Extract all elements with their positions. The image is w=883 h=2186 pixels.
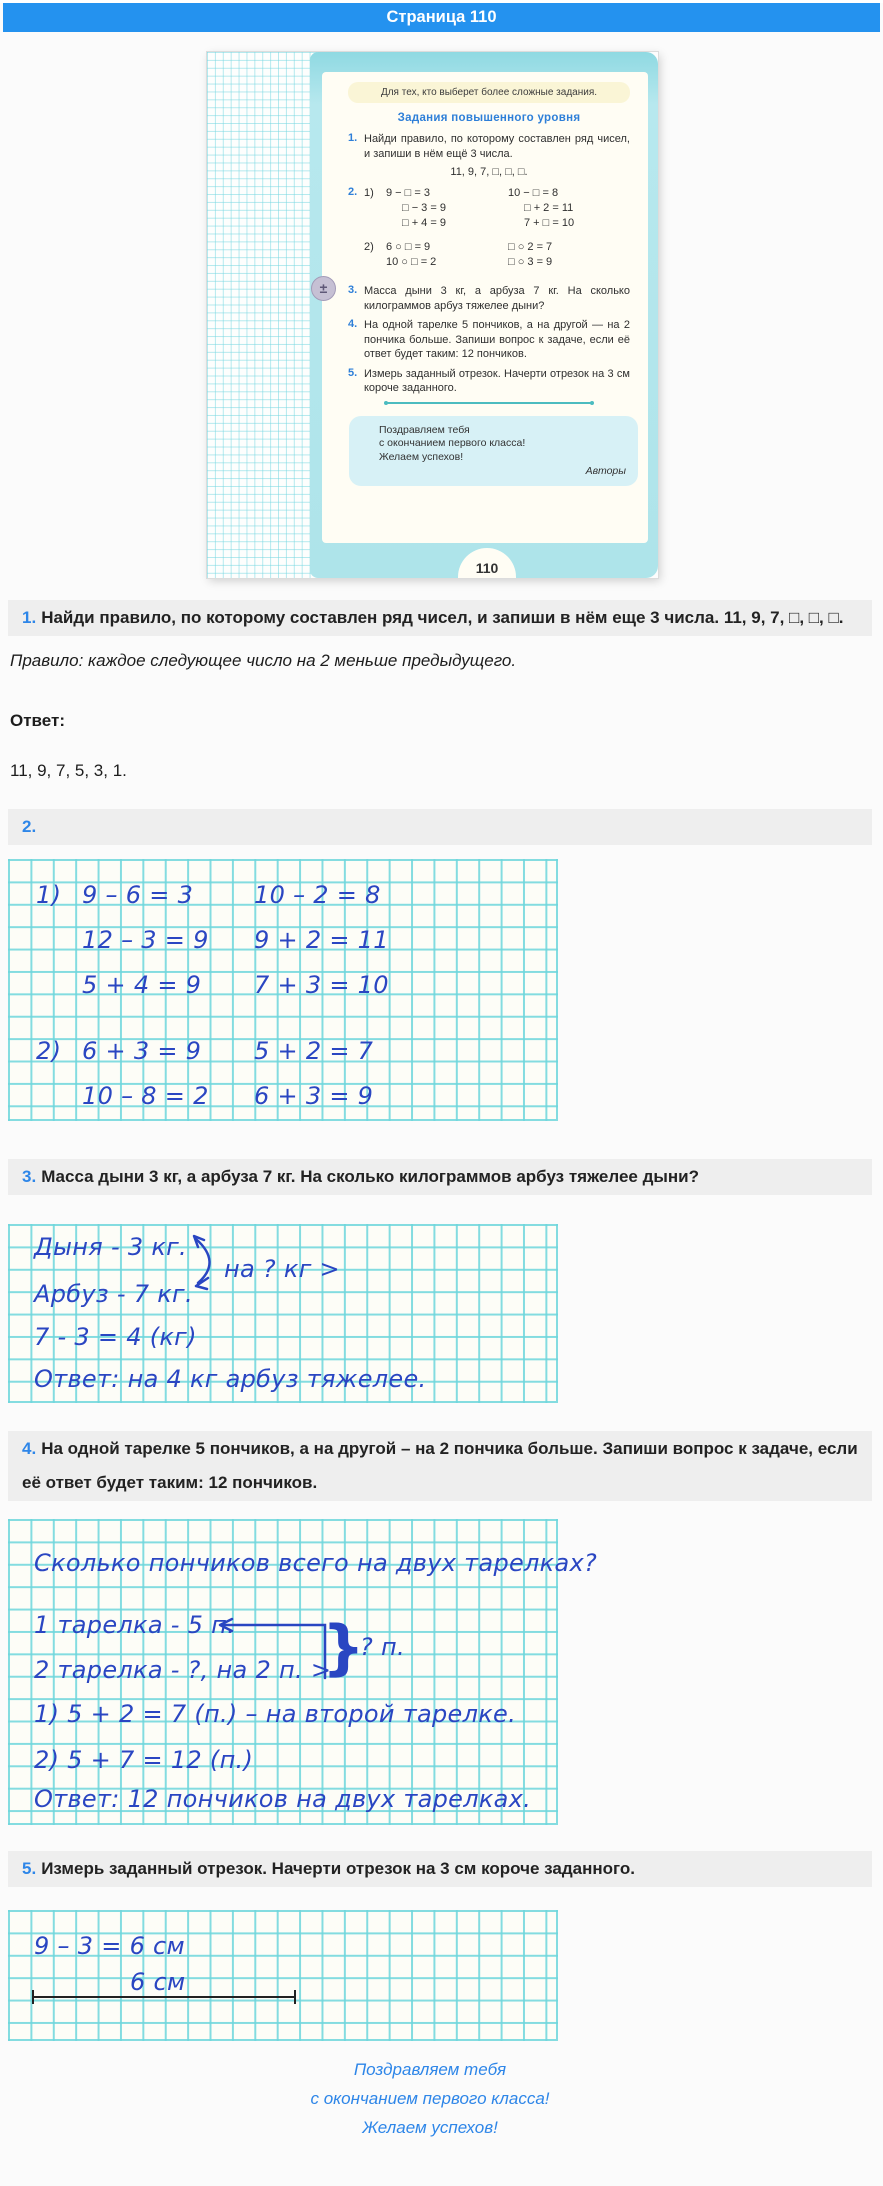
equation: 7 + 3 = 10 (254, 971, 389, 999)
equation: 6 + 3 = 9 (254, 1082, 374, 1110)
task-3-number: 3. (22, 1167, 37, 1186)
curly-brace: } (322, 1613, 365, 1683)
scan-cover (310, 52, 658, 578)
scan-eq: 10 − □ = 8 (508, 187, 559, 199)
step-line: 1) 5 + 2 = 7 (п.) – на второй тарелке. (34, 1700, 517, 1728)
equation: 5 + 4 = 9 (82, 971, 202, 999)
task-4-header (8, 1431, 872, 1501)
scan-eq: 10 ○ □ = 2 (386, 256, 437, 268)
answer-line: Ответ: на 4 кг арбуз тяжелее. (34, 1365, 427, 1393)
scan-eq-group-1 (364, 186, 630, 231)
scan-task-1-text: Найди правило, по которому составлен ряд чисел, и запиши в нём ещё 3 числа. (364, 133, 630, 160)
task-3-header (8, 1159, 872, 1195)
scan-task-2-number: 2. (348, 186, 358, 198)
task-5-number: 5. (22, 1859, 37, 1878)
given-line: 1 тарелка - 5 п. (34, 1611, 236, 1639)
footer-congrats (0, 2055, 860, 2142)
scan-task-3-text: Масса дыни 3 кг, а арбуза 7 кг. На сколько килограммов арбуз тяжелее дыни? (364, 285, 630, 312)
scan-task-3 (348, 284, 630, 313)
scan-grid-margin (207, 52, 317, 578)
task-3-solution-grid (8, 1224, 558, 1403)
task-5-text: Измерь заданный отрезок. Начерти отрезок на 3 см короче заданного. (41, 1859, 635, 1878)
segment-label: 6 см (130, 1968, 186, 1996)
group-label: 2) (36, 1037, 62, 1065)
scan-task-5-number: 5. (348, 366, 358, 379)
task-4-number: 4. (22, 1439, 37, 1458)
equation: 5 + 2 = 7 (254, 1037, 374, 1065)
pointer-bracket-arrow-icon (214, 1615, 330, 1685)
arrow-label: на ? кг > (224, 1255, 340, 1283)
scan-eq: 7 + □ = 10 (524, 217, 575, 229)
scan-page-number-tab (458, 548, 516, 578)
scan-eq: □ + 4 = 9 (402, 217, 446, 229)
task-5-header (8, 1851, 872, 1887)
scan-eq: □ − 3 = 9 (402, 202, 446, 214)
scan-task-4-number: 4. (348, 318, 358, 330)
task-2-number: 2. (22, 817, 37, 836)
drawn-segment (32, 1996, 296, 1998)
footer-line: Желаем успехов! (362, 2118, 498, 2137)
scan-task-5-text: Измерь заданный отрезок. Начерти отрезок на 3 см короче заданного. (364, 367, 630, 394)
scan-eq: □ + 2 = 11 (524, 202, 574, 214)
congrats-line: с окончанием первого класса! (379, 437, 526, 449)
task-2-header (8, 809, 872, 845)
task-5-solution-grid (8, 1910, 558, 2041)
scan-segment-line (385, 402, 593, 404)
brace-label: ? п. (360, 1633, 405, 1661)
scan-task-4-text: На одной тарелке 5 пончиков, а на другой — на 2 пончика больше. Запиши вопрос к задаче, если её ответ будет таким: 12 пончиков. (364, 319, 630, 360)
scan-task-5 (348, 367, 630, 396)
equation: 10 – 2 = 8 (254, 881, 381, 909)
scan-task-1-number: 1. (348, 132, 358, 144)
segment-tick (294, 1990, 296, 2004)
scan-eq: 6 ○ □ = 9 (386, 241, 431, 253)
curved-compare-arrow-icon (178, 1226, 230, 1294)
spine-badge-icon: ± (311, 276, 336, 301)
eq-group-1-label: 1) (364, 187, 374, 199)
equation: 12 – 3 = 9 (82, 926, 209, 954)
footer-line: с окончанием первого класса! (310, 2089, 550, 2108)
scan-section-title: Задания повышенного уровня (397, 112, 581, 124)
eq-group-2-label: 2) (364, 241, 374, 253)
scan-task-2 (348, 186, 630, 279)
answer-line: Ответ: 12 пончиков на двух тарелках. (34, 1785, 532, 1813)
scan-task-3-number: 3. (348, 284, 358, 296)
task-4-text: На одной тарелке 5 пончиков, а на другой – на 2 пончика больше. Запиши вопрос к задаче, если её ответ будет таким: 12 пончиков. (22, 1439, 858, 1492)
scan-eq: 9 − □ = 3 (386, 187, 430, 199)
task-1-rule: Правило: каждое следующее число на 2 меньше предыдущего. (10, 651, 517, 670)
task-1-text: Найди правило, по которому составлен ряд чисел, и запиши в нём еще 3 числа. 11, 9, 7, □, □, □. (41, 608, 844, 627)
page-title-bar (3, 3, 880, 32)
equation: 6 + 3 = 9 (82, 1037, 202, 1065)
equation: 9 – 6 = 3 (82, 881, 194, 909)
task-1-header (8, 600, 872, 636)
task-2-solution-grid (8, 859, 558, 1121)
equation: 10 – 8 = 2 (82, 1082, 209, 1110)
textbook-scan (207, 52, 658, 578)
question-line: Сколько пончиков всего на двух тарелках? (34, 1549, 598, 1577)
given-line: Арбуз - 7 кг. (34, 1280, 193, 1308)
scan-note-box: Для тех, кто выберет более сложные задания. (348, 82, 630, 103)
task-1-number: 1. (22, 608, 37, 627)
authors-signature: Авторы (585, 465, 626, 477)
scan-task-1 (348, 132, 630, 161)
calculation: 9 – 3 = 6 см (34, 1932, 185, 1960)
scan-page-number: 110 (475, 560, 499, 576)
congrats-line: Поздравляем тебя (379, 423, 470, 436)
task-4-solution-grid (8, 1519, 598, 1825)
task-1-answer-label: Ответ: (10, 711, 65, 730)
footer-line: Поздравляем тебя (353, 2060, 507, 2079)
scan-eq-group-2 (364, 240, 630, 270)
page-title: Страница 110 (386, 8, 497, 26)
calculation: 7 - 3 = 4 (кг) (34, 1323, 197, 1351)
scan-eq: □ ○ 2 = 7 (508, 241, 553, 253)
scan-task-4 (348, 318, 630, 362)
scan-congrats-box (349, 416, 638, 486)
scan-number-sequence: 11, 9, 7, □, □, □. (450, 166, 528, 178)
scan-page (322, 72, 648, 543)
group-label: 1) (36, 881, 62, 909)
equation: 9 + 2 = 11 (254, 926, 389, 954)
task-3-text: Масса дыни 3 кг, а арбуза 7 кг. На сколько килограммов арбуз тяжелее дыни? (41, 1167, 699, 1186)
step-line: 2) 5 + 7 = 12 (п.) (34, 1746, 254, 1774)
congrats-line: Желаем успехов! (379, 450, 464, 463)
given-line: Дыня - 3 кг. (34, 1233, 187, 1261)
segment-tick (32, 1990, 34, 2004)
given-line: 2 тарелка - ?, на 2 п. > (34, 1656, 332, 1684)
scan-eq: □ ○ 3 = 9 (508, 256, 553, 268)
task-1-answer: 11, 9, 7, 5, 3, 1. (10, 761, 127, 780)
